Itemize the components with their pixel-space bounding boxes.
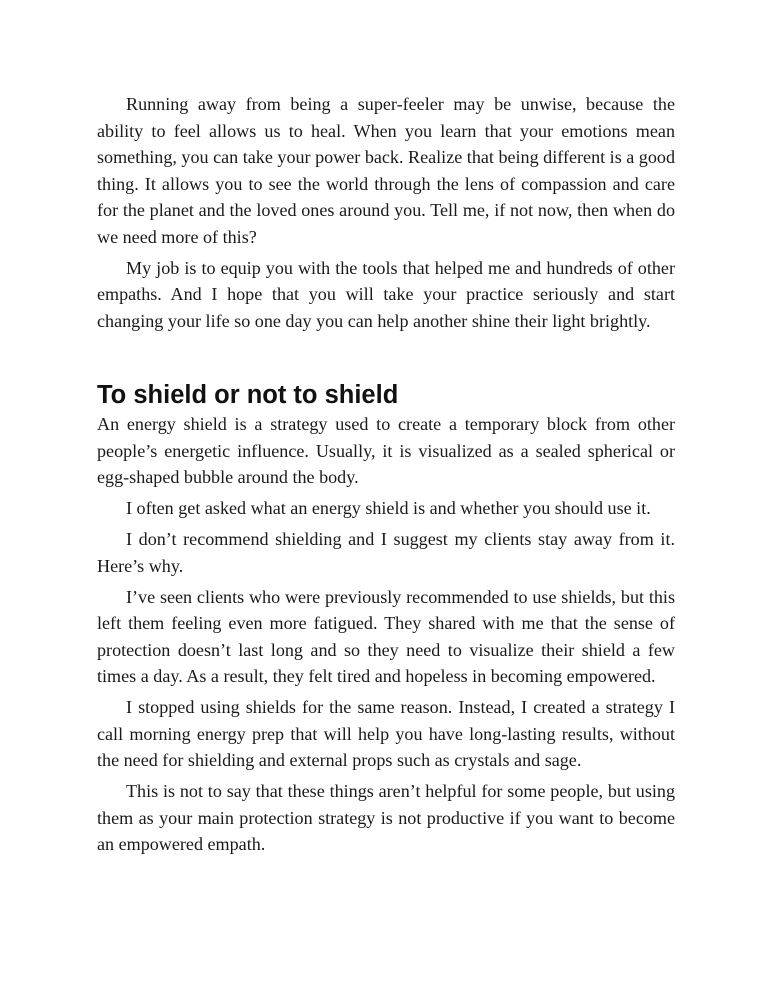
body-paragraph: Running away from being a super-feeler may be unwise, because the ability to feel allows us to heal. When you learn that your emotions mean something, you can take your power back. Realize that being different is a good thing. It allows you to see the world through the lens of compassion and care for the planet and the loved ones around you. Tell me, if not now, then when do we need more of this?: [97, 94, 675, 247]
body-paragraph: My job is to equip you with the tools that helped me and hundreds of other empaths. And I hope that you will take your practice seriously and start changing your life so one day you can help another shine their light brightly.: [97, 257, 675, 331]
body-paragraph: I stopped using shields for the same reason. Instead, I created a strategy I call morning energy prep that will help you have long-lasting results, without the need for shielding and external props such as crystals and sage.: [97, 697, 675, 770]
section-heading: To shield or not to shield: [97, 381, 399, 409]
body-paragraph: An energy shield is a strategy used to create a temporary block from other people’s energetic influence. Usually, it is visualized as a sealed spherical or egg-shaped bubble around the body.: [97, 414, 675, 487]
body-paragraph: I often get asked what an energy shield is and whether you should use it.: [126, 498, 651, 518]
body-paragraph: I’ve seen clients who were previously recommended to use shields, but this left them feeling even more fatigued. They shared with me that the sense of protection doesn’t last long and so they need to visualize their shield a few times a day. As a result, they felt tired and hopeless in becoming empowered.: [97, 586, 675, 686]
page-body: [97, 91, 675, 862]
body-paragraph: I don’t recommend shielding and I suggest my clients stay away from it. Here’s why.: [97, 529, 675, 576]
body-paragraph: This is not to say that these things aren’t helpful for some people, but using them as your main protection strategy is not productive if you want to become an empowered empath.: [97, 781, 675, 854]
